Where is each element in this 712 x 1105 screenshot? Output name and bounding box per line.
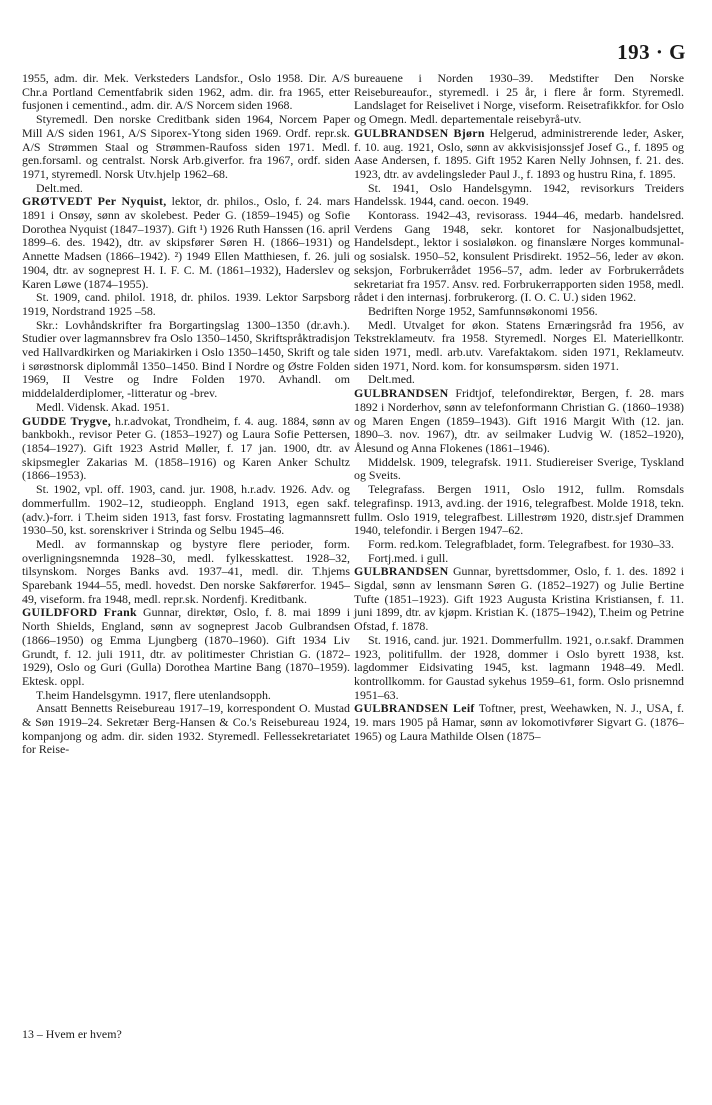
paragraph-text: Skr.: Lovhåndskrifter fra Borgartingslag 1300–1350 (dr.avh.). Studier over lagmannsbrev fra Oslo 1350–1450, Skriftspråktradisjon ved Hallvardkirken og Mariakirken i Oslo 1350–1450, Skrift og tale i sørøstnorsk diplommål 1350–1450. Bind I Nordre og Østre Folden 1969, II Vestre og Indre Folden 1970. Avhandl. om middelalderdiplomer, -litteratur og -brev.	[22, 317, 350, 401]
entry-name: GULBRANDSEN	[354, 564, 449, 579]
paragraph-text: Gunnar, byrettsdommer, Oslo, f. 1. des. 1892 i Sigdal, sønn av lensmann Søren G. (1852–1927) og Julie Bertine Tufte (1851–1923). Gift 1923 Augusta Kristina Kristiansen, f. 11. juni 1899, dtr. av kjøpm. Kristian K. (1875–1942), T.heim og Petrine Ofstad, f. 1878.	[354, 564, 684, 634]
entry-name: GULBRANDSEN Bjørn	[354, 125, 485, 140]
paragraph-text: Gunnar, direktør, Oslo, f. 8. mai 1899 i North Shields, England, sønn av sogneprest Jacob Gulbrandsen (1866–1950) og Emma Ljungberg (1870–1960). Gift 1934 Liv Grundt, f. 12. juli 1911, dtr. av politimester Christian G. (1872–1929), Oslo og Guri (Gulla) Dorothea Martine Bang (1870–1959). Ektesk. oppl.	[22, 605, 350, 688]
text-paragraph	[354, 456, 684, 483]
entry-paragraph	[354, 387, 684, 456]
paragraph-text: Toftner, prest, Weehawken, N. J., USA, f. 19. mars 1905 på Hamar, sønn av lokomotivfører Sigvart G. (1876–1965) og Laura Mathilde Olsen (1875–	[354, 701, 685, 743]
paragraph-text: Fridtjof, telefondirektør, Bergen, f. 28. mars 1892 i Norderhov, sønn av telefonformann Christian G. (1860–1938) og Maren Engen (1859–1943). Gift 1916 Margit With (12. jan. 1890–3. nov. 1967), dtr. av seilmaker Ludvig W. (1852–1920), Ålesund og Anna Flokenes (1861–1946).	[354, 386, 684, 455]
text-paragraph	[22, 113, 350, 182]
text-paragraph	[354, 373, 684, 387]
entry-paragraph	[22, 415, 350, 484]
text-paragraph	[354, 209, 684, 305]
entry-name: GRØTVEDT Per Nyquist,	[22, 194, 167, 209]
entry-name: GULBRANDSEN Leif	[354, 701, 475, 716]
text-paragraph	[354, 182, 684, 209]
text-paragraph	[354, 72, 684, 127]
text-paragraph	[354, 305, 684, 319]
entry-paragraph	[22, 195, 350, 291]
entry-name: GUILDFORD Frank	[22, 605, 137, 620]
page-number-header: 193 · G	[617, 40, 686, 64]
text-paragraph	[22, 689, 350, 703]
paragraph-text: lektor, dr. philos., Oslo, f. 24. mars 1891 i Onsøy, sønn av skolebest. Peder G. (1859–1945) og Sofie Dorothea Nyquist (1847–1937). Gift ¹) 1926 Ruth Hanssen (16. april 1899–6. des. 1942), dtr. av skipsfører Søren H. (1866–1931) og Annette Madsen (1866–1942). ²) 1949 Ellen Matthiesen, f. 26. juli 1904, dtr. av sogneprest H. I. F. C. M. (1861–1932), Haderslev og Karen Løwe (1874–1955).	[22, 194, 350, 291]
paragraph-text: Middelsk. 1909, telegrafsk. 1911. Studiereiser Sverige, Tyskland og Sveits.	[354, 454, 684, 483]
page-footer: 13 – Hvem er hvem?	[22, 1027, 122, 1041]
paragraph-text: Delt.med.	[368, 372, 415, 387]
text-paragraph	[22, 182, 350, 196]
text-paragraph	[354, 552, 684, 566]
paragraph-text: Telegrafass. Bergen 1911, Oslo 1912, fullm. Romsdals telegrafinsp. 1913, avd.ing. der 1916, telegrafbest. Molde 1918, tekn. fullm. Oslo 1919, telegrafbest. Lillestrøm 1920, distr.sjef Drammen 1940, telefondir. i Bergen 1947–62.	[354, 482, 684, 538]
paragraph-text: St. 1916, cand. jur. 1921. Dommerfullm. 1921, o.r.sakf. Drammen 1923, politifullm. der 1928, dommer i Oslo byrett 1938, kst. lagdommer Eidsivating 1945, kst. lagmann 1948–49. Medl. kontrollkomm. for Gaustad sykehus 1959–61, form. Oslo prisnemnd 1951–63.	[354, 632, 684, 702]
paragraph-text: 1955, adm. dir. Mek. Verksteders Landsfor., Oslo 1958. Dir. A/S Chr.a Portland Cementfabrik siden 1962, adm. dir. fra 1965, etter fusjonen i cementind., adm. dir. A/S Norcem siden 1968.	[22, 71, 350, 113]
text-paragraph	[22, 702, 350, 757]
text-paragraph	[22, 401, 350, 415]
paragraph-text: Medl. Vidensk. Akad. 1951.	[36, 399, 170, 414]
left-column	[22, 72, 350, 757]
paragraph-text: Kontorass. 1942–43, revisorass. 1944–46, medarb. handelsred. Verdens Gang 1948, sekr. kontoret for Nasjonalbudsjettet, Handelsdept., lektor i sosialøkon. og finanslære Norges kommunal- og sosialsk. 1950–52, konsulent Prisdirekt. 1952–56, leder av økon. seksjon, Forbrukerrådet 1956–57, adm. leder av Forbrukerrådets sekretariat fra 1957. Ansv. red. Forbrukerrapporten siden 1958, medl. rådet i den internasj. forbrukerorg. (I. O. C. U.) siden 1962.	[354, 208, 684, 305]
paragraph-text: Styremedl. Den norske Creditbank siden 1964, Norcem Paper Mill A/S siden 1961, A/S Siporex-Ytong siden 1969. Ordf. repr.sk. A/S Strømmen Staal og Strømmen-Raufoss siden 1971. Medl. gen.forsaml. og centralst. Norsk Arb.giverfor. fra 1967, ordf. siden 1971, styremedl. Norsk Utv.hjelp 1962–68.	[22, 112, 350, 181]
paragraph-text: Medl. Utvalget for økon. Statens Ernæringsråd fra 1956, av Tekstreklameutv. fra 1958. Styremedl. Norges El. Materiellkontr. siden 1971, medl. arb.utv. Varefaktakom. siden 1971, Reklameutv. siden 1971, Nord. kom. for konsumspørsm. siden 1971.	[354, 317, 684, 373]
paragraph-text: Fortj.med. i gull.	[368, 550, 449, 565]
paragraph-text: bureauene i Norden 1930–39. Medstifter Den Norske Reisebureaufor., styremedl. i 25 år, i flere år form. Styremedl. Landslaget for Reiselivet i Norge, viseform. Reisetrafikkfor. for Oslo og Omegn. Medl. departementale reisebyrå-utv.	[354, 71, 684, 127]
entry-paragraph	[354, 702, 684, 743]
entry-paragraph	[22, 606, 350, 688]
paragraph-text: Helgerud, administrerende leder, Asker, f. 10. aug. 1921, Oslo, sønn av akkvisisjonssjef Josef G., f. 1895 og Aase Andersen, f. 1895. Gift 1952 Karen Nelly Johnsen, f. 21. des. 1923, dtr. av avdelingsleder Paul J., f. 1893 og hustru Rina, f. 1895.	[354, 125, 684, 181]
text-paragraph	[354, 483, 684, 538]
text-paragraph	[22, 72, 350, 113]
paragraph-text: Bedriften Norge 1952, Samfunnsøkonomi 1956.	[368, 303, 598, 318]
paragraph-text: St. 1941, Oslo Handelsgymn. 1942, revisorkurs Treiders Handelssk. 1944, cand. oecon. 1949.	[354, 180, 684, 209]
right-column	[354, 72, 684, 743]
text-paragraph	[22, 483, 350, 538]
paragraph-text: T.heim Handelsgymn. 1917, flere utenlandsopph.	[36, 687, 271, 702]
entry-name: GULBRANDSEN	[354, 386, 449, 401]
text-paragraph	[22, 291, 350, 318]
paragraph-text: Medl. av formannskap og bystyre flere perioder, form. overligningsnemnda 1928–30, medl. fylkesskattest. 1928–32, tilsynskom. Norges Banks avd. 1937–41, medl. dir. T.hjems Sparebank 1944–55, medl. hovedst. Den norske Sakførerfor. 1945–49, viseform. fra 1948, medl. repr.sk. Nordenfj. Kreditbank.	[22, 536, 350, 606]
entry-paragraph	[354, 565, 684, 634]
entry-name: GUDDE Trygve,	[22, 413, 111, 428]
text-paragraph	[22, 319, 350, 401]
paragraph-text: St. 1909, cand. philol. 1918, dr. philos. 1939. Lektor Sarpsborg 1919, Nordstrand 1925 –58.	[22, 290, 350, 318]
text-paragraph	[354, 634, 684, 703]
text-paragraph	[354, 538, 684, 552]
paragraph-text: h.r.advokat, Trondheim, f. 4. aug. 1884, sønn av bankbokh., revisor Peter G. (1853–1927) og Laura Sofie Pettersen, (1854–1927). Gift 1923 Astrid Møller, f. 17 jan. 1900, dtr. av skipsmegler Zakarias M. (1858–1916) og Karen Anker Schultz (1866–1953).	[22, 413, 350, 483]
paragraph-text: St. 1902, vpl. off. 1903, cand. jur. 1908, h.r.adv. 1926. Adv. og dommerfullm. 1902–12, studieopph. England 1913, egen sakf.(adv.)-forr. i T.heim siden 1913, fast forsv. Frostating lagmannsrett 1930–50, kst. sorenskriver i Strinda og Selbu 1945–46.	[22, 482, 350, 538]
paragraph-text: Delt.med.	[36, 180, 83, 195]
text-paragraph	[22, 538, 350, 607]
entry-paragraph	[354, 127, 684, 182]
text-paragraph	[354, 319, 684, 374]
paragraph-text: Form. red.kom. Telegrafbladet, form. Telegrafbest. for 1930–33.	[368, 536, 674, 551]
paragraph-text: Ansatt Bennetts Reisebureau 1917–19, korrespondent O. Mustad & Søn 1919–24. Sekretær Berg-Hansen & Co.'s Reisebureau 1924, kompanjong og adm. dir. siden 1932. Styremedl. Fellessekretariatet for Reise-	[22, 701, 350, 757]
